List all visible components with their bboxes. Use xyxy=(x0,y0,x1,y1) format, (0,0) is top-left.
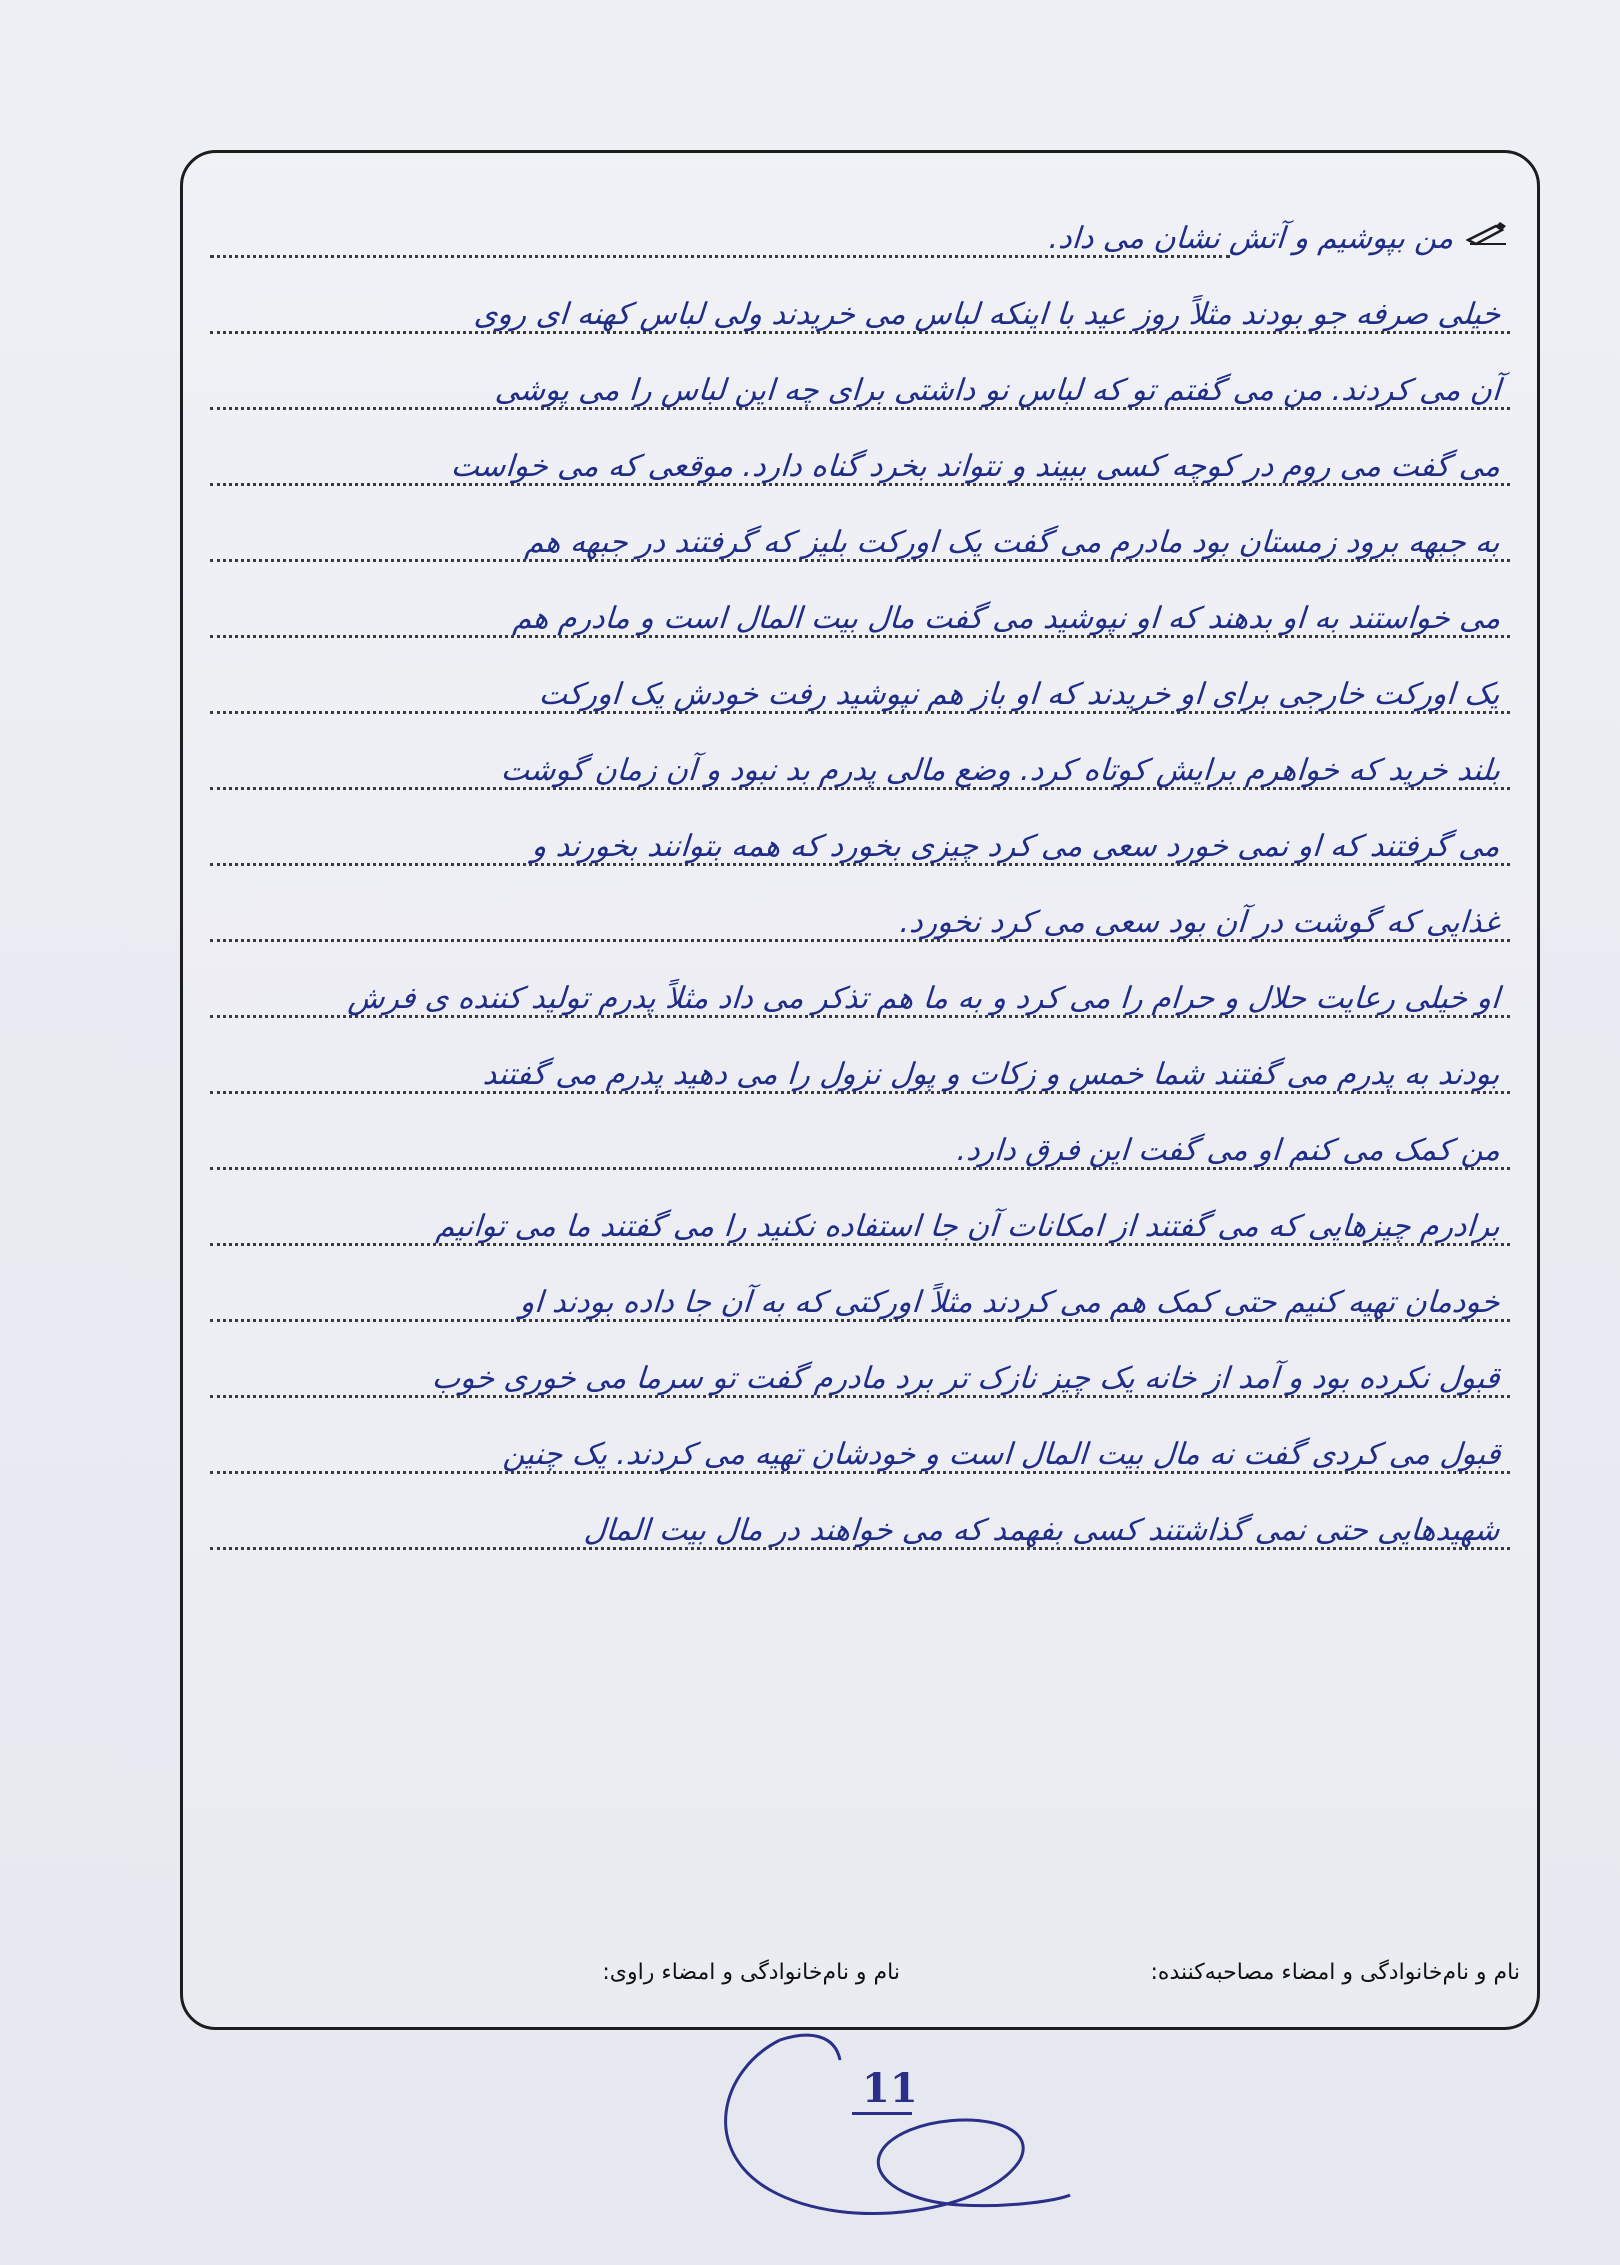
narrator-signature-label: نام و نام‌خانوادگی و امضاء راوی: xyxy=(602,1960,900,1985)
text-line xyxy=(210,570,1510,646)
line-text: برادرم چیزهایی که می گفتند از امکانات آن جا استفاده نکنید را می گفتند ما می توانیم xyxy=(434,1209,1502,1244)
dotted-rule xyxy=(210,331,1510,334)
line-text: بودند به پدرم می گفتند شما خمس و زکات و پول نزول را می دهید پدرم می گفتند xyxy=(482,1057,1502,1092)
text-line xyxy=(210,1026,1510,1102)
line-text: یک اورکت خارجی برای او خریدند که او باز هم نپوشید رفت خودش یک اورکت xyxy=(538,677,1502,712)
line-text: من کمک می کنم او می گفت این فرق دارد. xyxy=(955,1133,1502,1168)
dotted-rule xyxy=(210,483,1510,486)
page-number-underline xyxy=(852,2112,912,2115)
text-line xyxy=(210,646,1510,722)
line-text: من بپوشیم و آتش نشان می داد. xyxy=(1048,221,1456,256)
interviewer-signature-label: نام و نام‌خانوادگی و امضاء مصاحبه‌کننده: xyxy=(1150,1960,1520,1985)
dotted-rule xyxy=(210,1167,1510,1170)
text-line xyxy=(210,418,1510,494)
text-line xyxy=(210,1254,1510,1330)
line-text: قبول نکرده بود و آمد از خانه یک چیز نازک تر برد مادرم گفت تو سرما می خوری خوب xyxy=(431,1361,1502,1396)
line-text: می گفت می روم در کوچه کسی ببیند و نتواند بخرد گناه دارد. موقعی که می خواست xyxy=(449,449,1502,484)
page-number: 11 xyxy=(862,2065,918,2112)
text-line xyxy=(210,722,1510,798)
text-line xyxy=(210,1102,1510,1178)
dotted-rule xyxy=(210,1319,1510,1322)
line-text: شهیدهایی حتی نمی گذاشتند کسی بفهمد که می خواهند در مال بیت المال xyxy=(583,1513,1502,1548)
dotted-rule xyxy=(210,711,1510,714)
text-line xyxy=(210,190,1510,266)
signature xyxy=(660,2000,1080,2240)
line-text: می خواستند به او بدهند که او نپوشید می گفت مال بیت المال است و مادرم هم xyxy=(511,601,1502,636)
dotted-rule xyxy=(210,559,1510,562)
line-text: قبول می کردی گفت نه مال بیت المال است و خودشان تهیه می کردند. یک چنین xyxy=(501,1437,1502,1472)
text-line xyxy=(210,342,1510,418)
dotted-rule xyxy=(210,635,1510,638)
text-line xyxy=(210,1482,1510,1558)
text-line xyxy=(210,1330,1510,1406)
line-text: می گرفتند که او نمی خورد سعی می کرد چیزی بخورد که همه بتوانند بخورند و xyxy=(530,829,1502,864)
line-text: به جبهه برود زمستان بود مادرم می گفت یک اورکت بلیز که گرفتند در جبهه هم xyxy=(523,525,1502,560)
text-line xyxy=(210,798,1510,874)
text-line xyxy=(210,494,1510,570)
dotted-rule xyxy=(210,407,1510,410)
text-line xyxy=(210,950,1510,1026)
line-text: آن می کردند. من می گفتم تو که لباس نو داشتی برای چه این لباس را می پوشی xyxy=(493,373,1502,408)
dotted-rule xyxy=(210,255,1230,258)
text-line xyxy=(210,1406,1510,1482)
dotted-rule xyxy=(210,1091,1510,1094)
line-text: او خیلی رعایت حلال و حرام را می کرد و به ما هم تذکر می داد مثلاً پدرم تولید کننده ی فرش xyxy=(347,981,1502,1016)
dotted-rule xyxy=(210,1015,1510,1018)
text-line xyxy=(210,1178,1510,1254)
line-text: خودمان تهیه کنیم حتی کمک هم می کردند مثلاً اورکتی که به آن جا داده بودند او xyxy=(519,1285,1502,1320)
dotted-rule xyxy=(210,939,1510,942)
dotted-rule xyxy=(210,1547,1510,1550)
dotted-rule xyxy=(210,1395,1510,1398)
text-line xyxy=(210,874,1510,950)
line-text: غذایی که گوشت در آن بود سعی می کرد نخورد. xyxy=(899,905,1502,940)
handwritten-text-area xyxy=(210,190,1510,1558)
dotted-rule xyxy=(210,863,1510,866)
line-text: خیلی صرفه جو بودند مثلاً روز عید با اینکه لباس می خریدند ولی لباس کهنه ای روی xyxy=(472,297,1502,332)
dotted-rule xyxy=(210,1243,1510,1246)
dotted-rule xyxy=(210,1471,1510,1474)
dotted-rule xyxy=(210,787,1510,790)
line-text: بلند خرید که خواهرم برایش کوتاه کرد. وضع مالی پدرم بد نبود و آن زمان گوشت xyxy=(499,753,1502,788)
signature-footer xyxy=(200,1960,1520,2000)
pen-writing-icon xyxy=(1466,220,1510,246)
text-line xyxy=(210,266,1510,342)
